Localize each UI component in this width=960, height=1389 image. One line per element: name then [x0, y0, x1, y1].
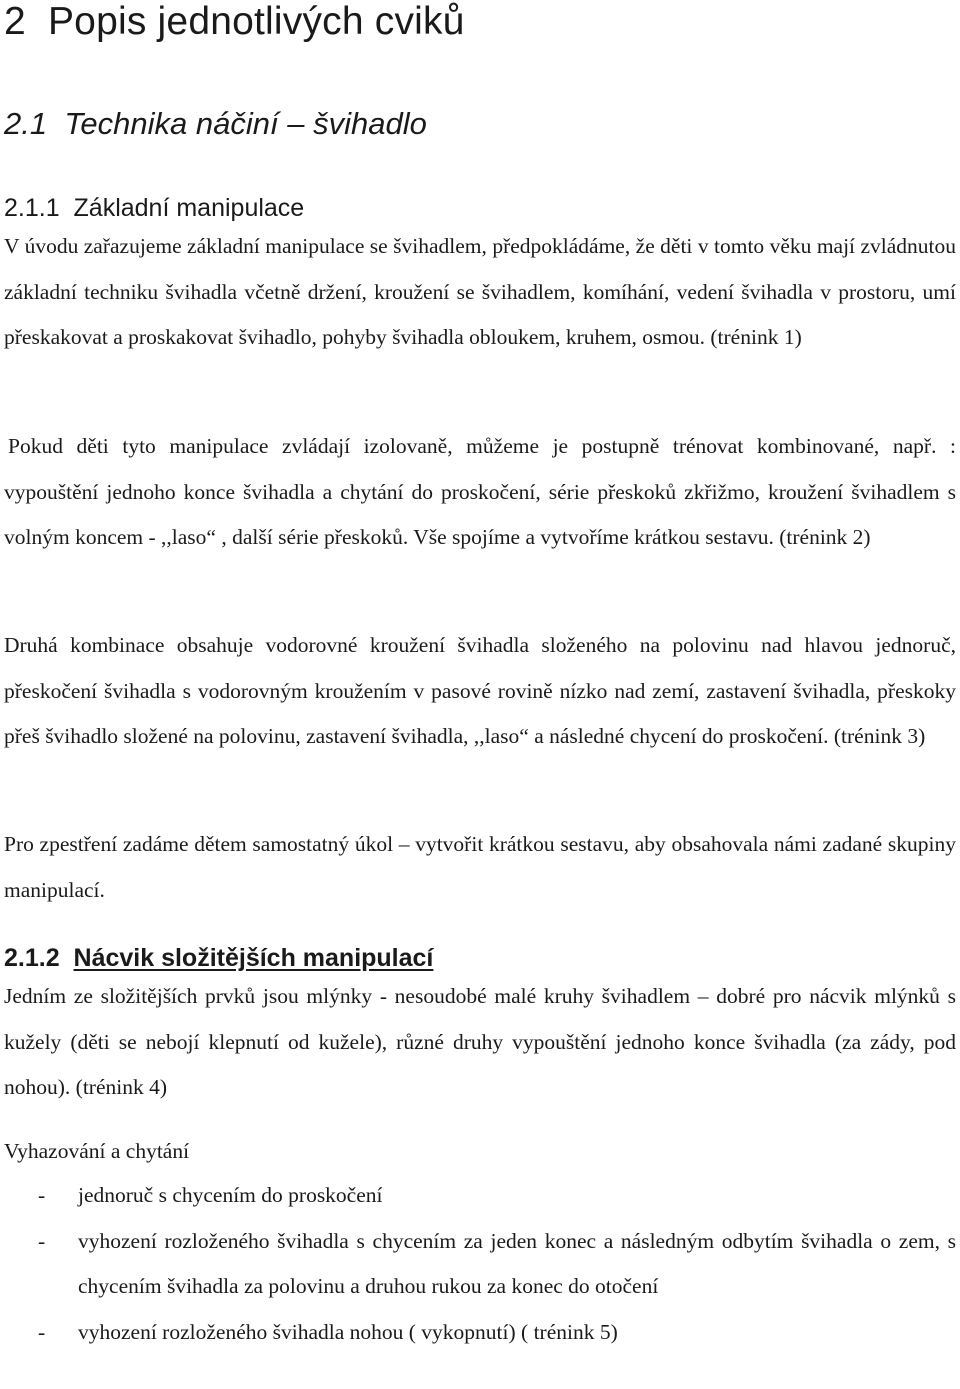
list-item: [4, 1219, 956, 1310]
heading-1-title: Popis jednotlivých cviků: [47, 0, 465, 43]
list-item-text: vyhození rozloženého švihadla s chycením za jeden konec a následným odbytím švihadla o zem, s chycením švihadla za polovinu a druhou rukou za konec do otočení: [78, 1228, 956, 1298]
list-bullet: -: [38, 1228, 46, 1253]
throw-catch-list: [4, 1173, 956, 1355]
heading-1: [4, 0, 465, 44]
list-item: [4, 1310, 956, 1356]
heading-3b-title: Nácvik složitějších manipulací: [73, 944, 434, 972]
heading-2: [4, 104, 427, 144]
paragraph-intro: V úvodu zařazujeme základní manipulace se švihadlem, předpokládáme, že děti v tomto věku mají zvládnutou základní techniku švihadla včetně držení, kroužení se švihadlem, komíhání, vedení švihadla v prostoru, umí přeskakovat a proskakovat švihadlo, pohyby švihadla obloukem, kruhem, osmou. (trénink 1): [4, 234, 956, 349]
heading-3a-number: 2.1.1: [4, 194, 60, 222]
heading-3a-title: Základní manipulace: [73, 194, 305, 222]
heading-3b-number: 2.1.2: [4, 944, 60, 972]
paragraph-task: Pro zpestření zadáme dětem samostatný úkol – vytvořit krátkou sestavu, aby obsahovala námi zadané skupiny manipulací.: [4, 832, 956, 902]
paragraph-mills: Jedním ze složitějších prvků jsou mlýnky - nesoudobé malé kruhy švihadlem – dobré pro nácvik mlýnků s kužely (děti se nebojí klepnutí od kužele), různé druhy vypouštění jednoho konce švihadla (za zády, pod nohou). (trénink 4): [4, 984, 956, 1099]
heading-2-number: 2.1: [4, 106, 48, 141]
heading-1-number: 2: [4, 0, 26, 43]
paragraph-second-combination: Druhá kombinace obsahuje vodorovné kroužení švihadla složeného na polovinu nad hlavou jednoruč, přeskočení švihadla s vodorovným kroužením v pasové rovině nízko nad zemí, zastavení švihadla, přeskoky přeš švihadlo složené na polovinu, zastavení švihadla, ,,laso“ a následné chycení do proskočení. (trénink 3): [4, 633, 956, 748]
list-bullet: -: [38, 1319, 46, 1344]
list-item-text: jednoruč s chycením do proskočení: [78, 1183, 383, 1207]
paragraph-combinations: Pokud děti tyto manipulace zvládají izolovaně, můžeme je postupně trénovat kombinované, např. : vypouštění jednoho konce švihadla a chytání do proskočení, série přeskoků zkřižmo, kroužení švihadlem s volným koncem - ,,laso“ , další série přeskoků. Vše spojíme a vytvoříme krátkou sestavu. (trénink 2): [4, 434, 956, 549]
heading-3-complex-manipulation: [4, 942, 433, 974]
list-item-text: vyhození rozloženého švihadla nohou ( vykopnutí) ( trénink 5): [78, 1319, 618, 1344]
list-item: [4, 1173, 956, 1219]
heading-3-basic-manipulation: [4, 192, 304, 224]
subsection-label: Vyhazování a chytání: [4, 1139, 190, 1163]
heading-2-title: Technika náčiní – švihadlo: [64, 106, 427, 141]
list-bullet: -: [38, 1183, 46, 1207]
